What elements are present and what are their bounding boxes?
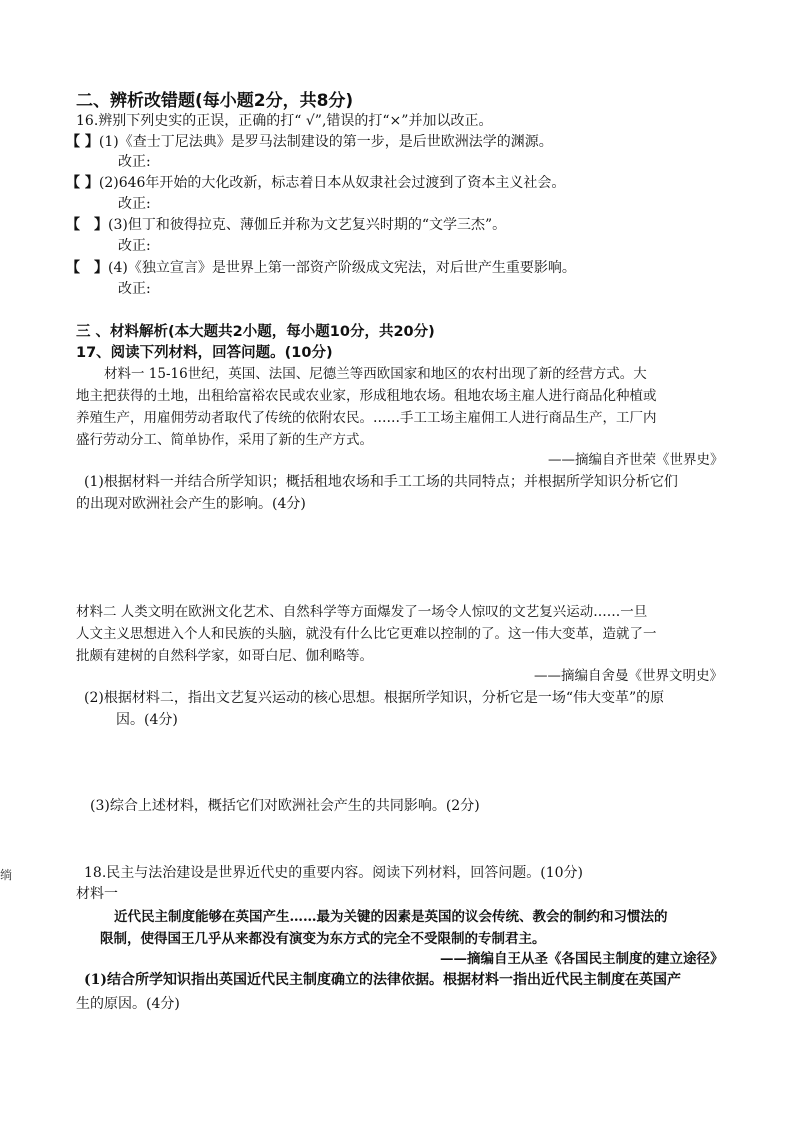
question-18-intro: 18.民主与法治建设是世界近代史的重要内容。阅读下列材料，回答问题。(10分) bbox=[84, 865, 584, 881]
question-18-1-line: (1)结合所学知识指出英国近代民主制度确立的法律依据。根据材料一指出近代民主制度在英国产 bbox=[84, 972, 681, 988]
material-2-line: 材料二 人类文明在欧洲文化艺术、自然科学等方面爆发了一场令人惊叹的文艺复兴运动……一旦 bbox=[76, 604, 648, 620]
correction-label: 改正: bbox=[118, 154, 151, 170]
question-16-intro: 16.辨别下列史实的正误，正确的打“ √”,错误的打“×”并加以改正。 bbox=[76, 113, 493, 129]
material-1-line: 盛行劳动分工、简单协作，采用了新的生产方式。 bbox=[76, 432, 373, 448]
question-17-1-line: 的出现对欧洲社会产生的影响。(4分) bbox=[76, 496, 306, 512]
q16-item-3 bbox=[66, 214, 506, 234]
question-17-1-line: (1)根据材料一并结合所学知识；概括租地农场和手工工场的共同特点；并根据所学知识分析它们 bbox=[84, 474, 678, 490]
q16-item-text: (1)《查士丁尼法典》是罗马法制建设的第一步，是后世欧洲法学的渊源。 bbox=[98, 134, 553, 150]
material-1-source: ——摘编自齐世荣《世界史》 bbox=[548, 452, 724, 468]
question-18-1-line: 生的原因。(4分) bbox=[76, 996, 180, 1012]
q16-item-text: (2)646年开始的大化改新，标志着日本从奴隶社会过渡到了资本主义社会。 bbox=[98, 175, 566, 191]
q18-material-1-line: 限制，使得国王几乎从来都没有演变为东方式的完全不受限制的专制君主。 bbox=[100, 931, 546, 947]
margin-mark: 绱 bbox=[0, 868, 13, 882]
correction-label: 改正: bbox=[118, 238, 151, 254]
correction-label: 改正: bbox=[118, 196, 151, 212]
q16-item-1 bbox=[66, 131, 553, 151]
material-1-line: 养殖生产，用雇佣劳动者取代了传统的依附农民。……手工工场主雇佣工人进行商品生产，工厂内 bbox=[76, 410, 657, 426]
answer-bracket[interactable]: 【 】 bbox=[66, 217, 108, 233]
answer-bracket[interactable]: 【 】 bbox=[66, 260, 108, 276]
question-17-3: (3)综合上述材料，概括它们对欧洲社会产生的共同影响。(2分) bbox=[90, 798, 480, 814]
material-1-line: 地主把获得的土地，出租给富裕农民或农业家，形成租地农场。租地农场主雇人进行商品化种植或 bbox=[76, 388, 657, 404]
q16-item-4 bbox=[66, 257, 576, 277]
question-17-intro: 17、阅读下列材料，回答问题。(10分) bbox=[76, 345, 333, 361]
material-2-line: 人文主义思想进入个人和民族的头脑，就没有什么比它更难以控制的了。这一伟大变革，造就了一 bbox=[76, 626, 657, 642]
q18-material-1-label: 材料一 bbox=[76, 886, 118, 902]
question-17-2-line: 因。(4分) bbox=[116, 712, 178, 728]
correction-label: 改正: bbox=[118, 281, 151, 297]
q18-material-1-source: ——摘编自王从圣《各国民主制度的建立途径》 bbox=[440, 951, 724, 967]
answer-bracket[interactable]: 【 】 bbox=[66, 175, 99, 191]
question-17-2-line: (2)根据材料二，指出文艺复兴运动的核心思想。根据所学知识，分析它是一场“伟大变革”的原 bbox=[84, 690, 665, 706]
q18-material-1-line: 近代民主制度能够在英国产生……最为关键的因素是英国的议会传统、教会的制约和习惯法的 bbox=[114, 909, 668, 925]
q16-item-2 bbox=[66, 172, 565, 192]
material-2-line: 批颇有建树的自然科学家，如哥白尼、伽利略等。 bbox=[76, 648, 373, 664]
section-3-heading: 三 、材料解析(本大题共2小题，每小题10分，共20分) bbox=[76, 324, 435, 340]
q16-item-text: (3)但丁和彼得拉克、薄伽丘并称为文艺复兴时期的“文学三杰”。 bbox=[108, 217, 507, 233]
q16-item-text: (4)《独立宣言》是世界上第一部资产阶级成文宪法，对后世产生重要影响。 bbox=[108, 260, 576, 276]
section-2-heading: 二、辨析改错题(每小题2分，共8分) bbox=[76, 91, 354, 111]
material-2-source: ——摘编自舍曼《世界文明史》 bbox=[534, 668, 723, 684]
answer-bracket[interactable]: 【 】 bbox=[66, 134, 99, 150]
material-1-line: 材料一 15-16世纪，英国、法国、尼德兰等西欧国家和地区的农村出现了新的经营方式。大 bbox=[104, 366, 647, 382]
